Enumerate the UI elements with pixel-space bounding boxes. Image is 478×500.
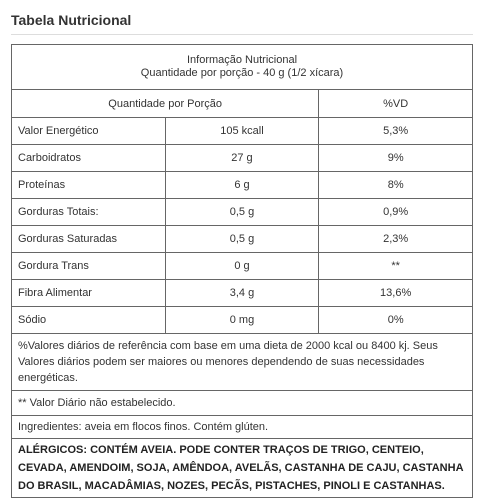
nutrient-name: Gordura Trans (12, 253, 166, 280)
table-row (12, 226, 473, 253)
nutrient-amount: 0 g (165, 253, 319, 280)
nutrient-vd: 13,6% (319, 280, 473, 307)
ingredients-row (12, 416, 473, 439)
table-row (12, 118, 473, 145)
column-header-row (12, 90, 473, 118)
nutrient-vd: 5,3% (319, 118, 473, 145)
allergens-row (12, 439, 473, 498)
table-header-row (12, 45, 473, 90)
nutrient-name: Carboidratos (12, 145, 166, 172)
nutrient-vd: 0,9% (319, 199, 473, 226)
nutrient-name: Sódio (12, 307, 166, 334)
table-row (12, 253, 473, 280)
nutrient-amount: 3,4 g (165, 280, 319, 307)
nutrient-amount: 27 g (165, 145, 319, 172)
daily-values-footnote: %Valores diários de referência com base em uma dieta de 2000 kcal ou 8400 kj. Seus Valores diários podem ser maiores ou menores dependendo de suas necessidades energéticas. (12, 334, 473, 391)
column-header-vd: %VD (319, 90, 473, 118)
table-row (12, 199, 473, 226)
header-title: Informação Nutricional (186, 54, 298, 66)
table-header (12, 45, 473, 90)
nutrient-amount: 0,5 g (165, 199, 319, 226)
not-established-footnote: ** Valor Diário não estabelecido. (12, 391, 473, 416)
nutrient-name: Gorduras Totais: (12, 199, 166, 226)
column-header-portion: Quantidade por Porção (12, 90, 319, 118)
nutrient-amount: 0,5 g (165, 226, 319, 253)
allergens-text: ALÉRGICOS: CONTÉM AVEIA. PODE CONTER TRAÇOS DE TRIGO, CENTEIO, CEVADA, AMENDOIM, SOJA, AMÊNDOA, AVELÃS, CASTANHA DE CAJU, CASTANHA DO BRASIL, MACADÂMIAS, NOZES, PECÃS, PISTACHES, PINOLI E CASTANHAS. (12, 439, 473, 498)
nutrient-amount: 0 mg (165, 307, 319, 334)
table-row (12, 145, 473, 172)
nutrient-amount: 6 g (165, 172, 319, 199)
header-serving: Quantidade por porção - 40 g (1/2 xícara) (140, 67, 344, 79)
table-row (12, 307, 473, 334)
nutrient-vd: ** (319, 253, 473, 280)
nutrient-name: Valor Energético (12, 118, 166, 145)
footnote2-row (12, 391, 473, 416)
nutrient-name: Fibra Alimentar (12, 280, 166, 307)
nutrient-vd: 0% (319, 307, 473, 334)
nutrient-name: Gorduras Saturadas (12, 226, 166, 253)
footnote-row (12, 334, 473, 391)
nutrient-name: Proteínas (12, 172, 166, 199)
nutrient-vd: 9% (319, 145, 473, 172)
title-divider (11, 34, 473, 35)
nutrient-vd: 8% (319, 172, 473, 199)
table-row (12, 172, 473, 199)
page-title: Tabela Nutricional (11, 12, 132, 28)
nutrient-amount: 105 kcall (165, 118, 319, 145)
nutrition-table (11, 44, 473, 498)
table-row (12, 280, 473, 307)
nutrient-vd: 2,3% (319, 226, 473, 253)
ingredients-text: Ingredientes: aveia em flocos finos. Contém glúten. (12, 416, 473, 439)
